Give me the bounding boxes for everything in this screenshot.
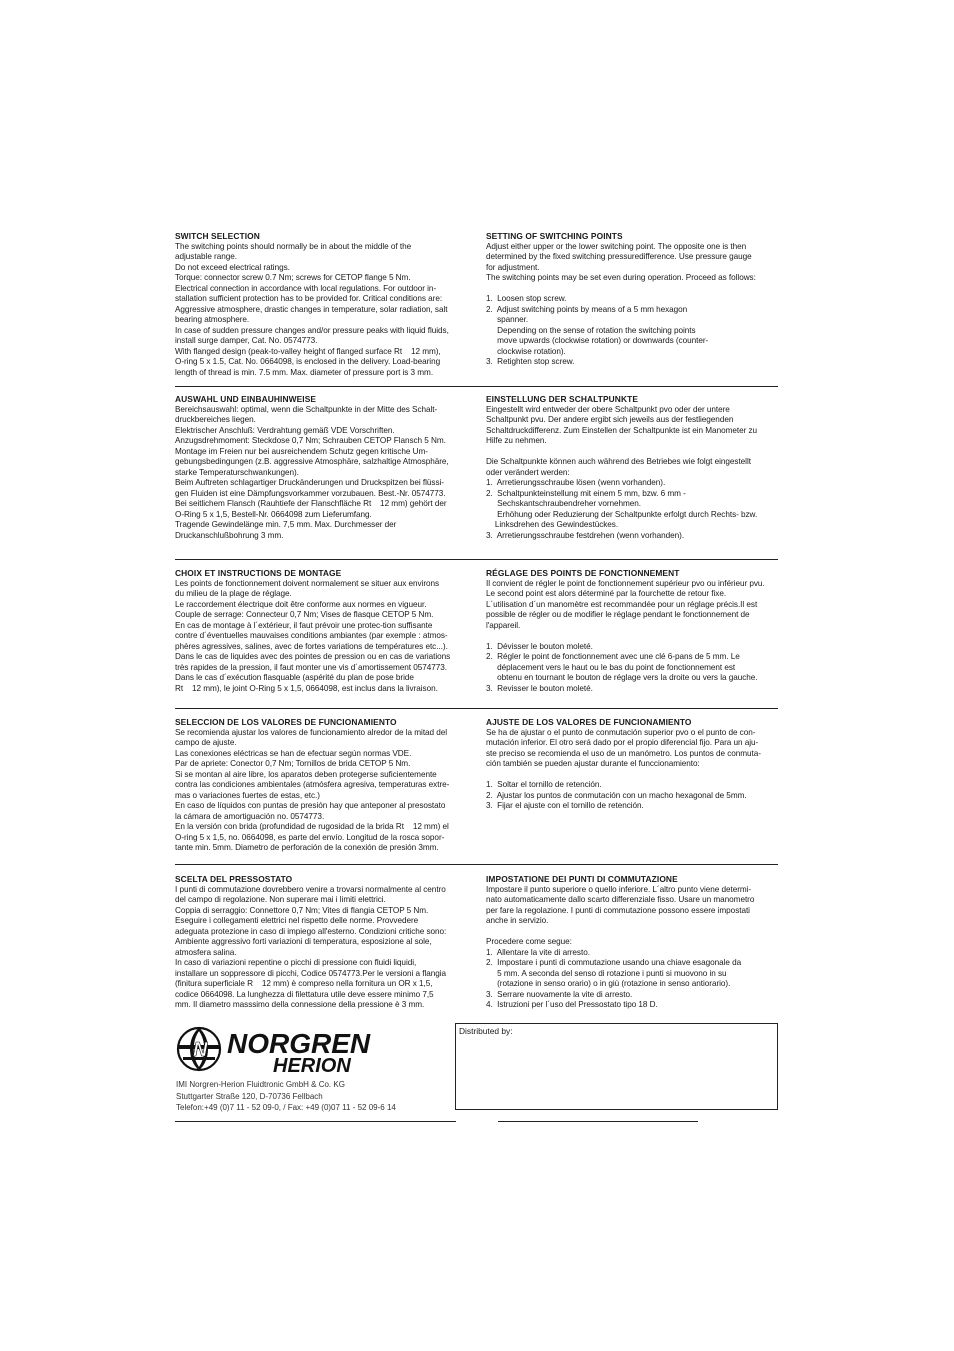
- text-line: per fare la regolazione. I punti di commutazione possono essere impostati: [486, 905, 750, 915]
- section-body: [486, 885, 778, 1011]
- text-line: Druckanschlußbohrung 3 mm.: [175, 530, 284, 540]
- blank-line: [486, 284, 778, 295]
- text-line: Rt 12 mm), le joint O-Ring 5 x 1,5, 0664098, est inclus dans la livraison.: [175, 683, 438, 693]
- text-line: Les points de fonctionnement doivent normalement se situer aux environs: [175, 578, 440, 588]
- text-line: stallation sufficient protection has to be provided for. Critical conditions are:: [175, 294, 443, 303]
- text-line: Adjust either upper or the lower switching point. The opposite one is then: [486, 241, 747, 251]
- phone-fax: Telefon:+49 (0)7 11 - 52 09-0, / Fax: +49 (0)07 11 - 52 09-6 14: [176, 1103, 396, 1112]
- section-heading: CHOIX ET INSTRUCTIONS DE MONTAGE: [175, 568, 342, 578]
- text-line: (rotazione in senso orario) o in giù (rotazione in senso antiorario).: [486, 979, 731, 988]
- section-divider: [175, 864, 778, 865]
- text-line: 1. Soltar el tornillo de retención.: [486, 780, 602, 789]
- text-line: move upwards (clockwise rotation) or downwards (counter-: [486, 336, 709, 345]
- blank-line: [486, 631, 778, 642]
- text-line: En cas de montage à l´extérieur, il faut prévoir une protec-tion suffisante: [175, 620, 433, 630]
- text-line: contre d´éventuelles mauvaises conditions ambiantes (par exemple : atmos-: [175, 631, 448, 640]
- text-line: Bereichsauswahl: optimal, wenn die Schaltpunkte in der Mitte des Schalt-: [175, 404, 438, 414]
- text-line: In case of sudden pressure changes and/or pressure peaks with liquid fluids,: [175, 325, 449, 335]
- text-line: Le second point est alors déterminé par la fourchette de retour fixe.: [486, 589, 727, 598]
- text-line: 3. Retighten stop screw.: [486, 357, 575, 366]
- section-heading: IMPOSTATIONE DEI PUNTI DI COMMUTAZIONE: [486, 874, 678, 884]
- section-body: [486, 728, 778, 812]
- section-heading: SELECCION DE LOS VALORES DE FUNCIONAMIENTO: [175, 717, 397, 727]
- text-line: En la versión con brida (profundidad de rugosidad de la brida Rt 12 mm) el: [175, 822, 449, 831]
- text-line: atmosfera salina.: [175, 947, 237, 957]
- text-line: 1. Dévisser le bouton moleté.: [486, 641, 593, 651]
- text-line: Die Schaltpunkte können auch während des Betriebes wie folgt eingestellt: [486, 457, 751, 466]
- text-line: oder verändert werden:: [486, 467, 570, 477]
- setting-switching-points-column: [486, 231, 778, 368]
- text-line: Couple de serrage: Connecteur 0,7 Nm; Vises de flasque CETOP 5 Nm.: [175, 610, 434, 619]
- text-line: Par de apriete: Conector 0,7 Nm; Tornillos de brida CETOP 5 Nm.: [175, 759, 411, 768]
- switch-selection-column: [175, 231, 471, 378]
- section-heading: AJUSTE DE LOS VALORES DE FUNCIONAMIENTO: [486, 717, 692, 727]
- section-heading: SWITCH SELECTION: [175, 231, 260, 241]
- text-line: Eseguire i collegamenti elettrici nel rispetto delle norme. Provvedere: [175, 916, 419, 925]
- text-line: En caso de líquidos con puntas de presión hay que anteponer al presostato: [175, 801, 446, 810]
- text-line: 1. Arretierungsschraube lösen (wenn vorhanden).: [486, 478, 666, 487]
- text-line: The switching points may be set even during operation. Proceed as follows:: [486, 273, 756, 282]
- text-line: nato automaticamente dallo scarto differenziale fisso. Usare un manometro: [486, 895, 755, 904]
- text-line: Linksdrehen des Gewindestückes.: [486, 520, 619, 529]
- text-line: 2. Régler le point de fonctionnement avec une clé 6-pans de 5 mm. Le: [486, 652, 740, 661]
- section-body: [486, 579, 778, 695]
- text-line: Depending on the sense of rotation the switching points: [486, 325, 696, 335]
- text-line: 1. Loosen stop screw.: [486, 294, 567, 303]
- text-line: gen Fluiden ist eine Dämpfungsvorkammer vorzubauen. Best.-Nr. 0574773.: [175, 488, 446, 498]
- text-line: Se recomienda ajustar los valores de funcionamiento alredor de la mitad del: [175, 727, 448, 737]
- text-line: mutación inferior. El otro será dado por el propio diferencial fijo. Para un aju-: [486, 738, 759, 747]
- company-name: IMI Norgren-Herion Fluidtronic GmbH & Co. KG: [176, 1080, 345, 1089]
- footer-line-right: [498, 1121, 698, 1122]
- text-line: The switching points should normally be in about the middle of the: [175, 241, 412, 251]
- street-address: Stuttgarter Straße 120, D-70736 Fellbach: [176, 1091, 323, 1101]
- section-body: [486, 405, 778, 542]
- reglage-column: [486, 568, 778, 694]
- text-line: Hilfe zu nehmen.: [486, 436, 547, 445]
- text-line: O-ring 5 x 1,5, no. 0664098, es parte del envío. Longitud de la rosca sopor-: [175, 832, 445, 842]
- section-body: [175, 728, 471, 854]
- text-line: gebungsbedingungen (z.B. aggressive Atmosphäre, salzhaltige Atmosphäre,: [175, 457, 449, 466]
- text-line: spanner.: [486, 315, 529, 324]
- text-line: Eingestellt wird entweder der obere Schaltpunkt pvo oder der untere: [486, 404, 730, 414]
- text-line: campo de ajuste.: [175, 738, 237, 747]
- text-line: ción también se pueden ajustar durante el funccionamiento:: [486, 759, 700, 768]
- text-line: 2. Ajustar los puntos de conmutación con un macho hexagonal de 5mm.: [486, 790, 747, 800]
- seleccion-column: [175, 717, 471, 854]
- einstellung-column: [486, 394, 778, 541]
- brand-line1: NORGREN: [227, 1028, 371, 1059]
- text-line: install surge damper, Cat. No. 0574773.: [175, 336, 318, 345]
- norgren-herion-logo: [175, 1023, 420, 1075]
- section-divider: [175, 559, 778, 560]
- text-line: 2. Adjust switching points by means of a 5 mm hexagon: [486, 304, 688, 314]
- section-body: [175, 242, 471, 379]
- text-line: O-Ring 5 x 1,5, Bestell-Nr. 0664098 zum Lieferumfang.: [175, 509, 372, 519]
- text-line: Il convient de régler le point de fonctionnement supérieur pvo ou inférieur pvu.: [486, 578, 765, 588]
- text-line: Impostare il punto superiore o quello inferiore. L´altro punto viene determi-: [486, 884, 752, 894]
- text-line: Electrical connection in accordance with local regulations. For outdoor in-: [175, 283, 437, 293]
- company-address: [176, 1079, 396, 1114]
- text-line: In caso di variazioni repentine o picchi di pressione con fluidi liquidi,: [175, 958, 417, 967]
- text-line: Erhöhung oder Reduzierung der Schaltpunkte erfolgt durch Rechts- bzw.: [486, 509, 758, 519]
- text-line: Sechskantschraubendreher vornehmen.: [486, 499, 642, 508]
- text-line: (finitura superficiale R 12 mm) è compreso nella fornitura un OR x 1,5,: [175, 979, 433, 988]
- text-line: 4. Istruzioni per l´uso del Pressostato tipo 18 D.: [486, 1000, 658, 1009]
- ajuste-column: [486, 717, 778, 812]
- svg-text:N: N: [193, 1039, 208, 1061]
- text-line: Las conexiones eléctricas se han de efectuar según normas VDE.: [175, 748, 412, 758]
- impostatione-column: [486, 874, 778, 1011]
- text-line: druckbereiches liegen.: [175, 415, 256, 424]
- text-line: déplacement vers le haut ou le bas du point de fonctionnement est: [486, 662, 736, 672]
- text-line: l'appareil.: [486, 620, 521, 630]
- choix-column: [175, 568, 471, 694]
- text-line: clockwise rotation).: [486, 346, 566, 356]
- text-line: for adjustment.: [486, 262, 540, 272]
- blank-line: [486, 927, 778, 938]
- section-body: [486, 242, 778, 368]
- text-line: Tragende Gewindelänge min. 7,5 mm. Max. Durchmesser der: [175, 520, 397, 529]
- text-line: 2. Impostare i punti di commutazione usando una chiave esagonale da: [486, 958, 742, 967]
- text-line: 1. Allentare la vite di arresto.: [486, 947, 590, 957]
- section-heading: EINSTELLUNG DER SCHALTPUNKTE: [486, 394, 638, 404]
- text-line: Do not exceed electrical ratings.: [175, 262, 290, 272]
- footer-line-left: [175, 1121, 456, 1122]
- text-line: 3. Arretierungsschraube festdrehen (wenn vorhanden).: [486, 530, 685, 540]
- text-line: adeguata protezione in caso di impiego all'esterno. Condizioni critiche sono:: [175, 926, 447, 936]
- text-line: mm. Il diametro masssimo della connessione della pressione è 3 mm.: [175, 1000, 425, 1009]
- text-line: With flanged design (peak-to-valley height of flanged surface Rt 12 mm),: [175, 346, 441, 356]
- norgren-herion-globe-logo-icon: [175, 1023, 420, 1075]
- text-line: Elektrischer Anschluß: Verdrahtung gemäß VDE Vorschriften.: [175, 425, 395, 435]
- text-line: la cámara de amortiguación no. 0574773.: [175, 811, 325, 821]
- text-line: 3. Revisser le bouton moleté.: [486, 683, 593, 693]
- text-line: Beim Auftreten schlagartiger Druckänderungen und Druckspitzen bei flüssi-: [175, 478, 444, 487]
- distributor-box: [455, 1023, 778, 1110]
- text-line: Montage im Freien nur bei ausreichendem Schutz gegen kritische Um-: [175, 446, 428, 456]
- text-line: tante min. 5mm. Diametro de perforación de la conexión de presión 3mm.: [175, 843, 439, 852]
- text-line: Le raccordement électrique doit être conforme aux normes en vigueur.: [175, 599, 427, 609]
- text-line: Si se montan al aire libre, los aparatos deben protegerse suficientemente: [175, 769, 437, 779]
- text-line: Anzugsdrehmoment: Steckdose 0,7 Nm; Schrauben CETOP Flansch 5 Nm.: [175, 436, 446, 445]
- text-line: Dans le cas d´exécution flasquable (aspérité du plan de pose bride: [175, 673, 414, 682]
- section-heading: RÉGLAGE DES POINTS DE FONCTIONNEMENT: [486, 568, 680, 578]
- text-line: L´utilisation d´un manomètre est recommandée pour un réglage précis.Il est: [486, 599, 758, 609]
- blank-line: [486, 447, 778, 458]
- text-line: starke Temperaturschwankungen).: [175, 467, 299, 477]
- text-line: bearing atmosphere.: [175, 315, 250, 324]
- auswahl-column: [175, 394, 471, 541]
- text-line: Bei seitlichem Flansch (Rauhtiefe der Flanschfläche Rt 12 mm) gehört der: [175, 499, 447, 508]
- text-line: possible de régler ou de modifier le réglage pendant le fonctionnement de: [486, 610, 750, 619]
- text-line: Aggressive atmosphere, drastic changes in temperature, solar radiation, salt: [175, 304, 448, 314]
- section-body: [175, 405, 471, 542]
- text-line: anche in servizio.: [486, 916, 549, 925]
- text-line: obtenu en tournant le bouton de réglage vers la droite ou vers la gauche.: [486, 673, 758, 682]
- text-line: adjustable range.: [175, 252, 237, 261]
- blank-line: [486, 770, 778, 781]
- section-heading: AUSWAHL UND EINBAUHINWEISE: [175, 394, 317, 404]
- text-line: length of thread is min. 7.5 mm. Max. diameter of pressure port is 3 mm.: [175, 367, 434, 377]
- text-line: Ambiente aggressivo forti variazioni di temperatura, esposizione al sole,: [175, 937, 432, 946]
- text-line: installare un soppressore di picchi, Codice 0574773.Per le versioni a flangia: [175, 968, 447, 978]
- text-line: determined by the fixed switching pressuredifference. Use pressure gauge: [486, 252, 752, 261]
- text-line: 3. Fijar el ajuste con el tornillo de retención.: [486, 801, 644, 810]
- text-line: Se ha de ajustar o el punto de conmutación superior pvo o el punto de con-: [486, 727, 756, 737]
- text-line: très rapides de la pression, il faut monter une vis d´amortissement 0574773.: [175, 662, 447, 672]
- brand-line2: HERION: [273, 1055, 351, 1075]
- section-body: [175, 885, 471, 1011]
- text-line: 2. Schaltpunkteinstellung mit einem 5 mm, bzw. 6 mm -: [486, 488, 686, 498]
- text-line: I punti di commutazione dovrebbero venire a trovarsi normalmente al centro: [175, 884, 446, 894]
- section-heading: SCELTA DEL PRESSOSTATO: [175, 874, 293, 884]
- text-line: ste preciso se recomienda el uso de un manómetro. Los puntos de conmuta-: [486, 748, 761, 758]
- text-line: mas o variaciones fuertes de estas, etc.): [175, 790, 320, 800]
- text-line: Torque: connector screw 0.7 Nm; screws for CETOP flange 5 Nm.: [175, 273, 411, 282]
- text-line: du milieu de la plage de réglage.: [175, 589, 292, 598]
- text-line: 3. Serrare nuovamente la vite di arresto.: [486, 989, 633, 999]
- text-line: O-ring 5 x 1.5, Cat. No. 0664098, is enclosed in the delivery. Load-bearing: [175, 357, 441, 366]
- text-line: phères agressives, salines, avec de fortes variations de températures etc...).: [175, 641, 448, 651]
- text-line: Procedere come segue:: [486, 937, 572, 946]
- text-line: del campo di regolazione. Non superare mai i limiti elettrici.: [175, 895, 386, 904]
- text-line: 5 mm. A seconda del senso di rotazione i punti si muovono in su: [486, 968, 727, 978]
- text-line: contra las condiciones ambientales (atmósfera agresiva, temperaturas extre-: [175, 780, 450, 789]
- scelta-column: [175, 874, 471, 1011]
- section-body: [175, 579, 471, 695]
- section-divider: [175, 708, 778, 709]
- text-line: Dans le cas de liquides avec des pointes de pression ou en cas de variations: [175, 652, 451, 661]
- section-divider: [175, 386, 778, 387]
- text-line: Coppia di serraggio: Connettore 0,7 Nm; Vites di flangia CETOP 5 Nm.: [175, 905, 429, 915]
- section-heading: SETTING OF SWITCHING POINTS: [486, 231, 623, 241]
- distributor-label: Distributed by:: [459, 1026, 513, 1036]
- text-line: Schaltpunkt pvu. Der andere ergibt sich jeweils aus der festliegenden: [486, 415, 734, 424]
- text-line: Schaltdruckdifferenz. Zum Einstellen der Schaltpunkte ist ein Manometer zu: [486, 425, 758, 435]
- text-line: codice 0664098. La lunghezza di filettatura utile deve essere minimo 7,5: [175, 989, 434, 999]
